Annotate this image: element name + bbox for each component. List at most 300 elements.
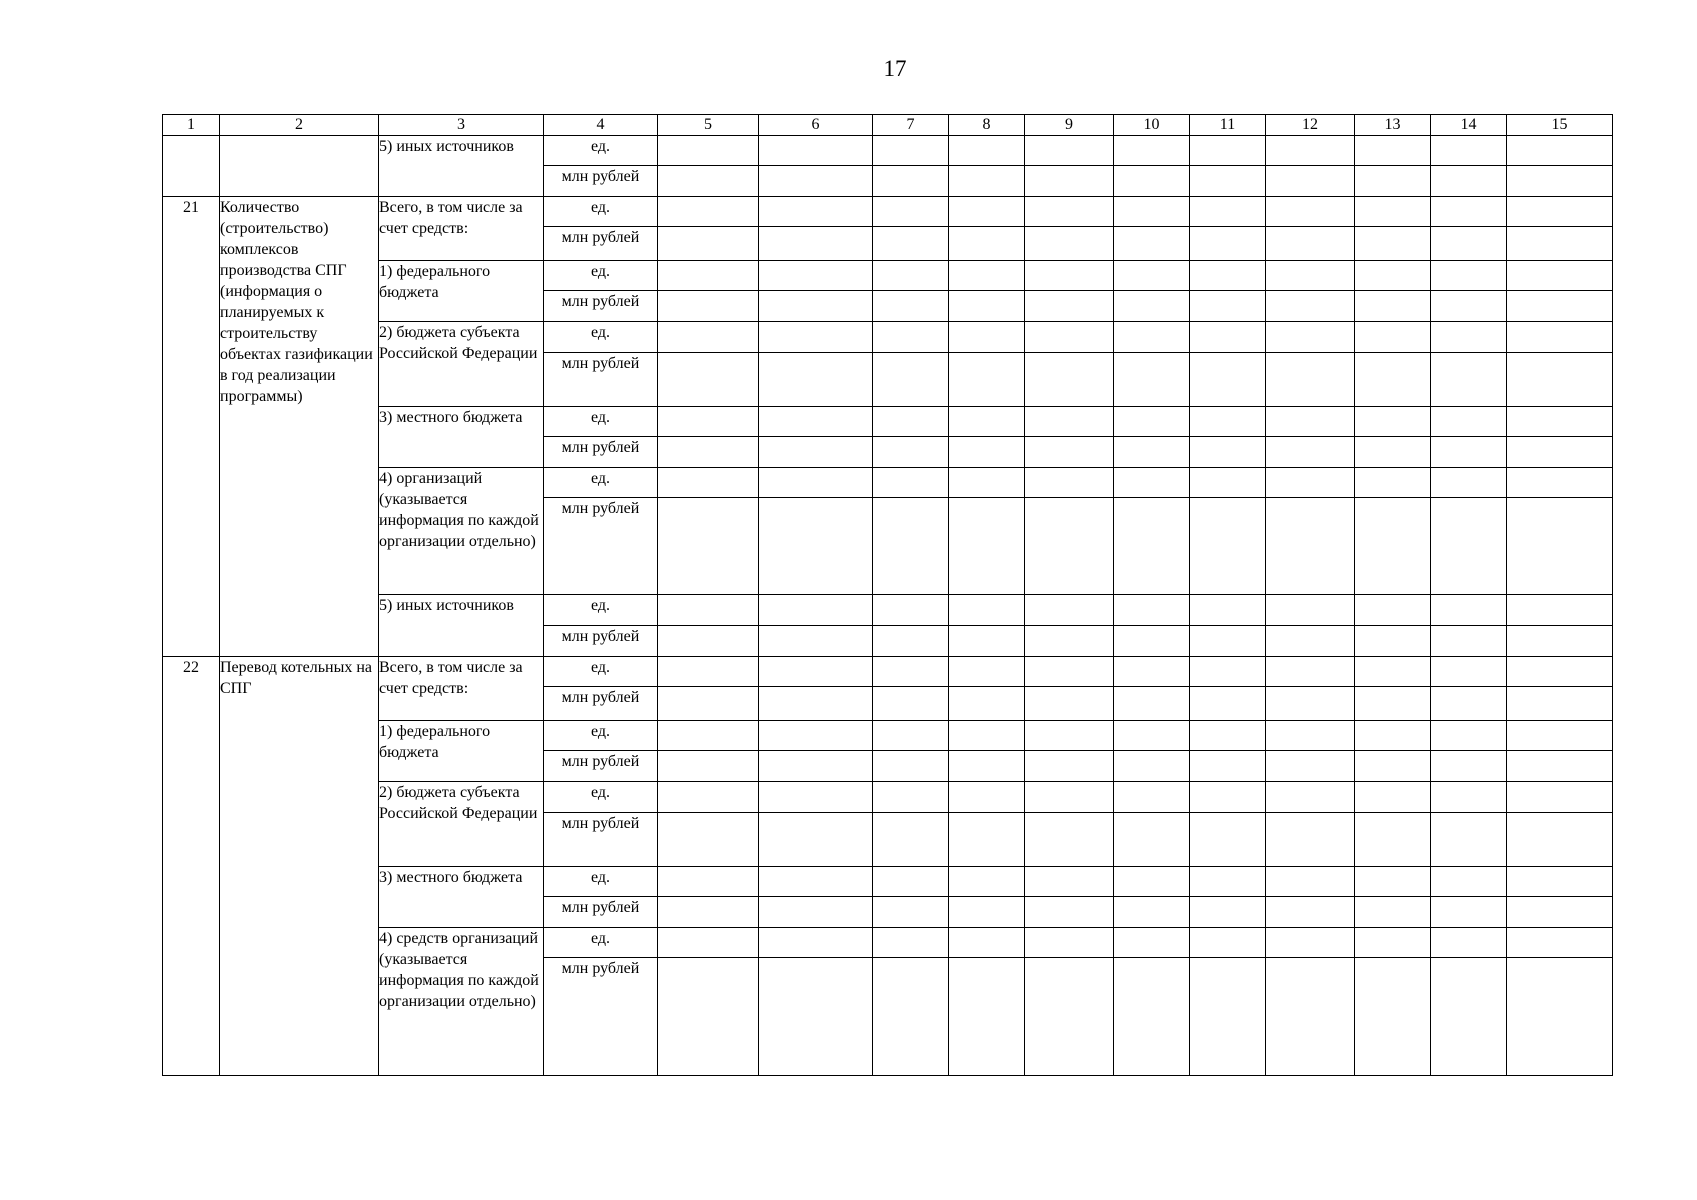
column-header: 1 [163,115,220,136]
value-cell [1266,166,1355,197]
value-cell [1355,656,1431,686]
value-cell [1114,927,1190,957]
value-cell [1114,468,1190,498]
value-cell [658,720,759,750]
value-cell [1266,261,1355,291]
value-cell [1025,927,1114,957]
value-cell [1025,353,1114,407]
value-cell [1190,437,1266,468]
table-header-row [163,115,1613,136]
value-cell [658,227,759,261]
value-cell [1431,625,1507,656]
value-cell [1190,866,1266,896]
value-cell [1266,720,1355,750]
value-cell [1114,812,1190,866]
value-cell [1507,720,1613,750]
value-cell [873,261,949,291]
column-header: 7 [873,115,949,136]
value-cell [1025,227,1114,261]
unit-cell: ед. [544,781,658,812]
value-cell [1190,498,1266,595]
value-cell [759,927,873,957]
unit-cell: млн рублей [544,291,658,322]
unit-cell: млн рублей [544,166,658,197]
value-cell [873,927,949,957]
value-cell [1355,866,1431,896]
value-cell [1355,720,1431,750]
value-cell [658,957,759,1075]
value-cell [658,166,759,197]
value-cell [949,927,1025,957]
value-cell [658,812,759,866]
value-cell [658,437,759,468]
value-cell [1431,812,1507,866]
value-cell [1190,720,1266,750]
value-cell [658,750,759,781]
value-cell [1355,927,1431,957]
value-cell [873,625,949,656]
value-cell [1431,750,1507,781]
column-header: 11 [1190,115,1266,136]
value-cell [759,291,873,322]
value-cell [1266,927,1355,957]
value-cell [873,437,949,468]
value-cell [1266,686,1355,720]
value-cell [1355,468,1431,498]
value-cell [1431,136,1507,166]
value-cell [873,750,949,781]
value-cell [1507,437,1613,468]
value-cell [1190,686,1266,720]
value-cell [1431,227,1507,261]
value-cell [873,197,949,227]
value-cell [759,136,873,166]
value-cell [759,625,873,656]
value-cell [1431,866,1507,896]
value-cell [1266,437,1355,468]
value-cell [759,437,873,468]
table-row [163,407,1613,437]
value-cell [1431,166,1507,197]
value-cell [658,353,759,407]
indicator-cell: Перевод котельных на СПГ [220,656,379,1075]
value-cell [658,656,759,686]
value-cell [1507,498,1613,595]
value-cell [759,957,873,1075]
value-cell [1507,136,1613,166]
column-header: 10 [1114,115,1190,136]
row-number-cell: 21 [163,197,220,656]
table-row [163,197,1613,227]
table-row [163,136,1613,166]
source-cell: 4) организаций (указывается информация по каждой организации отдельно) [379,468,544,595]
value-cell [658,136,759,166]
value-cell [759,261,873,291]
value-cell [1114,197,1190,227]
value-cell [873,291,949,322]
value-cell [949,136,1025,166]
value-cell [1431,197,1507,227]
unit-cell: ед. [544,720,658,750]
source-cell: Всего, в том числе за счет средств: [379,656,544,720]
source-cell: Всего, в том числе за счет средств: [379,197,544,261]
value-cell [1190,927,1266,957]
value-cell [1266,227,1355,261]
value-cell [1190,322,1266,353]
value-cell [658,322,759,353]
value-cell [949,595,1025,625]
column-header: 8 [949,115,1025,136]
value-cell [1266,136,1355,166]
value-cell [1190,812,1266,866]
value-cell [658,625,759,656]
value-cell [1266,322,1355,353]
source-cell: 2) бюджета субъекта Российской Федерации [379,781,544,866]
source-cell: 5) иных источников [379,595,544,656]
source-cell: 3) местного бюджета [379,866,544,927]
value-cell [1431,595,1507,625]
value-cell [1266,750,1355,781]
value-cell [1266,498,1355,595]
value-cell [1190,136,1266,166]
value-cell [1507,781,1613,812]
source-cell: 4) средств организаций (указывается информация по каждой организации отдельно) [379,927,544,1075]
data-table [162,114,1613,1076]
value-cell [658,781,759,812]
value-cell [759,750,873,781]
value-cell [873,866,949,896]
value-cell [1025,166,1114,197]
value-cell [1266,812,1355,866]
value-cell [1190,468,1266,498]
value-cell [1025,498,1114,595]
column-header: 14 [1431,115,1507,136]
value-cell [1431,927,1507,957]
value-cell [1355,812,1431,866]
column-header: 9 [1025,115,1114,136]
value-cell [1507,197,1613,227]
value-cell [949,498,1025,595]
value-cell [1114,322,1190,353]
value-cell [1266,291,1355,322]
value-cell [949,353,1025,407]
value-cell [1355,595,1431,625]
table-row [163,656,1613,686]
value-cell [1355,136,1431,166]
value-cell [873,166,949,197]
value-cell [1114,291,1190,322]
value-cell [1507,261,1613,291]
value-cell [1266,866,1355,896]
value-cell [949,261,1025,291]
row-number-cell [163,136,220,197]
unit-cell: ед. [544,656,658,686]
value-cell [759,166,873,197]
value-cell [1507,812,1613,866]
value-cell [1355,407,1431,437]
unit-cell: млн рублей [544,812,658,866]
value-cell [759,322,873,353]
value-cell [1025,261,1114,291]
value-cell [873,812,949,866]
value-cell [1266,353,1355,407]
value-cell [658,686,759,720]
value-cell [1507,896,1613,927]
value-cell [949,227,1025,261]
value-cell [1507,656,1613,686]
value-cell [1025,812,1114,866]
value-cell [1114,781,1190,812]
column-header: 5 [658,115,759,136]
value-cell [1025,197,1114,227]
unit-cell: млн рублей [544,498,658,595]
value-cell [658,197,759,227]
table-row [163,720,1613,750]
unit-cell: ед. [544,595,658,625]
unit-cell: ед. [544,261,658,291]
value-cell [1114,407,1190,437]
value-cell [1431,468,1507,498]
value-cell [1507,468,1613,498]
value-cell [1114,227,1190,261]
value-cell [1025,595,1114,625]
value-cell [1266,957,1355,1075]
value-cell [1114,656,1190,686]
value-cell [1355,322,1431,353]
indicator-cell: Количество (строительство) комплексов производства СПГ (информация о планируемых к строительству объектах газификации в год реализации программы) [220,197,379,656]
value-cell [759,595,873,625]
value-cell [1025,625,1114,656]
value-cell [1114,750,1190,781]
value-cell [1190,166,1266,197]
value-cell [1431,686,1507,720]
value-cell [949,166,1025,197]
value-cell [873,781,949,812]
value-cell [873,322,949,353]
value-cell [1114,686,1190,720]
value-cell [873,686,949,720]
column-header: 3 [379,115,544,136]
value-cell [658,261,759,291]
value-cell [1190,227,1266,261]
value-cell [1431,322,1507,353]
unit-cell: млн рублей [544,353,658,407]
value-cell [1355,750,1431,781]
value-cell [1114,498,1190,595]
source-cell: 2) бюджета субъекта Российской Федерации [379,322,544,407]
value-cell [1507,957,1613,1075]
unit-cell: млн рублей [544,625,658,656]
value-cell [1355,291,1431,322]
value-cell [1190,750,1266,781]
value-cell [873,136,949,166]
column-header: 6 [759,115,873,136]
value-cell [949,866,1025,896]
value-cell [1190,353,1266,407]
value-cell [949,291,1025,322]
table-row [163,866,1613,896]
value-cell [873,656,949,686]
value-cell [1025,437,1114,468]
value-cell [949,468,1025,498]
indicator-cell [220,136,379,197]
value-cell [873,957,949,1075]
source-cell: 1) федерального бюджета [379,261,544,322]
value-cell [949,781,1025,812]
value-cell [1025,866,1114,896]
value-cell [759,812,873,866]
source-cell: 3) местного бюджета [379,407,544,468]
value-cell [658,866,759,896]
value-cell [1266,625,1355,656]
value-cell [759,197,873,227]
value-cell [1190,595,1266,625]
value-cell [1025,291,1114,322]
value-cell [759,896,873,927]
value-cell [1266,656,1355,686]
table-row [163,261,1613,291]
value-cell [1355,353,1431,407]
value-cell [1025,686,1114,720]
column-header: 15 [1507,115,1613,136]
value-cell [1355,781,1431,812]
value-cell [1507,750,1613,781]
value-cell [873,407,949,437]
unit-cell: ед. [544,927,658,957]
value-cell [1431,781,1507,812]
value-cell [1266,595,1355,625]
table-row [163,781,1613,812]
value-cell [949,437,1025,468]
unit-cell: ед. [544,136,658,166]
value-cell [1355,261,1431,291]
value-cell [873,353,949,407]
value-cell [1190,781,1266,812]
value-cell [949,656,1025,686]
value-cell [1266,896,1355,927]
value-cell [1431,896,1507,927]
value-cell [1507,407,1613,437]
value-cell [949,686,1025,720]
column-header: 2 [220,115,379,136]
value-cell [1266,781,1355,812]
value-cell [1431,407,1507,437]
unit-cell: млн рублей [544,896,658,927]
table-row [163,927,1613,957]
value-cell [1025,720,1114,750]
value-cell [1114,595,1190,625]
column-header: 4 [544,115,658,136]
value-cell [1114,720,1190,750]
unit-cell: млн рублей [544,686,658,720]
value-cell [949,720,1025,750]
unit-cell: ед. [544,468,658,498]
value-cell [1355,686,1431,720]
value-cell [759,656,873,686]
column-header: 13 [1355,115,1431,136]
value-cell [1507,227,1613,261]
value-cell [1266,407,1355,437]
value-cell [1355,166,1431,197]
value-cell [1355,625,1431,656]
value-cell [759,227,873,261]
value-cell [1114,136,1190,166]
page-number: 17 [883,56,907,81]
value-cell [658,468,759,498]
value-cell [658,927,759,957]
value-cell [1190,896,1266,927]
value-cell [1025,896,1114,927]
unit-cell: млн рублей [544,750,658,781]
value-cell [1355,227,1431,261]
value-cell [1507,866,1613,896]
value-cell [1114,353,1190,407]
value-cell [1190,407,1266,437]
source-cell: 1) федерального бюджета [379,720,544,781]
row-number-cell: 22 [163,656,220,1075]
value-cell [1507,595,1613,625]
value-cell [1355,197,1431,227]
value-cell [873,468,949,498]
value-cell [873,595,949,625]
column-header: 12 [1266,115,1355,136]
unit-cell: ед. [544,197,658,227]
table-row [163,468,1613,498]
value-cell [873,227,949,261]
value-cell [1507,353,1613,407]
value-cell [1025,322,1114,353]
value-cell [759,866,873,896]
value-cell [1114,866,1190,896]
value-cell [759,720,873,750]
value-cell [949,812,1025,866]
value-cell [1025,468,1114,498]
value-cell [1266,468,1355,498]
value-cell [1114,437,1190,468]
value-cell [1507,927,1613,957]
value-cell [1431,291,1507,322]
value-cell [1431,498,1507,595]
value-cell [658,291,759,322]
source-cell: 5) иных источников [379,136,544,197]
value-cell [1431,656,1507,686]
value-cell [759,498,873,595]
value-cell [1190,625,1266,656]
value-cell [759,353,873,407]
value-cell [1355,498,1431,595]
value-cell [1355,957,1431,1075]
value-cell [1025,750,1114,781]
value-cell [658,407,759,437]
value-cell [1025,656,1114,686]
value-cell [1355,437,1431,468]
value-cell [1025,407,1114,437]
value-cell [949,197,1025,227]
value-cell [1190,957,1266,1075]
value-cell [1114,625,1190,656]
value-cell [949,896,1025,927]
value-cell [759,468,873,498]
value-cell [1114,957,1190,1075]
value-cell [1431,261,1507,291]
unit-cell: млн рублей [544,957,658,1075]
unit-cell: млн рублей [544,437,658,468]
value-cell [949,957,1025,1075]
value-cell [1507,686,1613,720]
value-cell [1190,261,1266,291]
unit-cell: ед. [544,322,658,353]
value-cell [873,720,949,750]
